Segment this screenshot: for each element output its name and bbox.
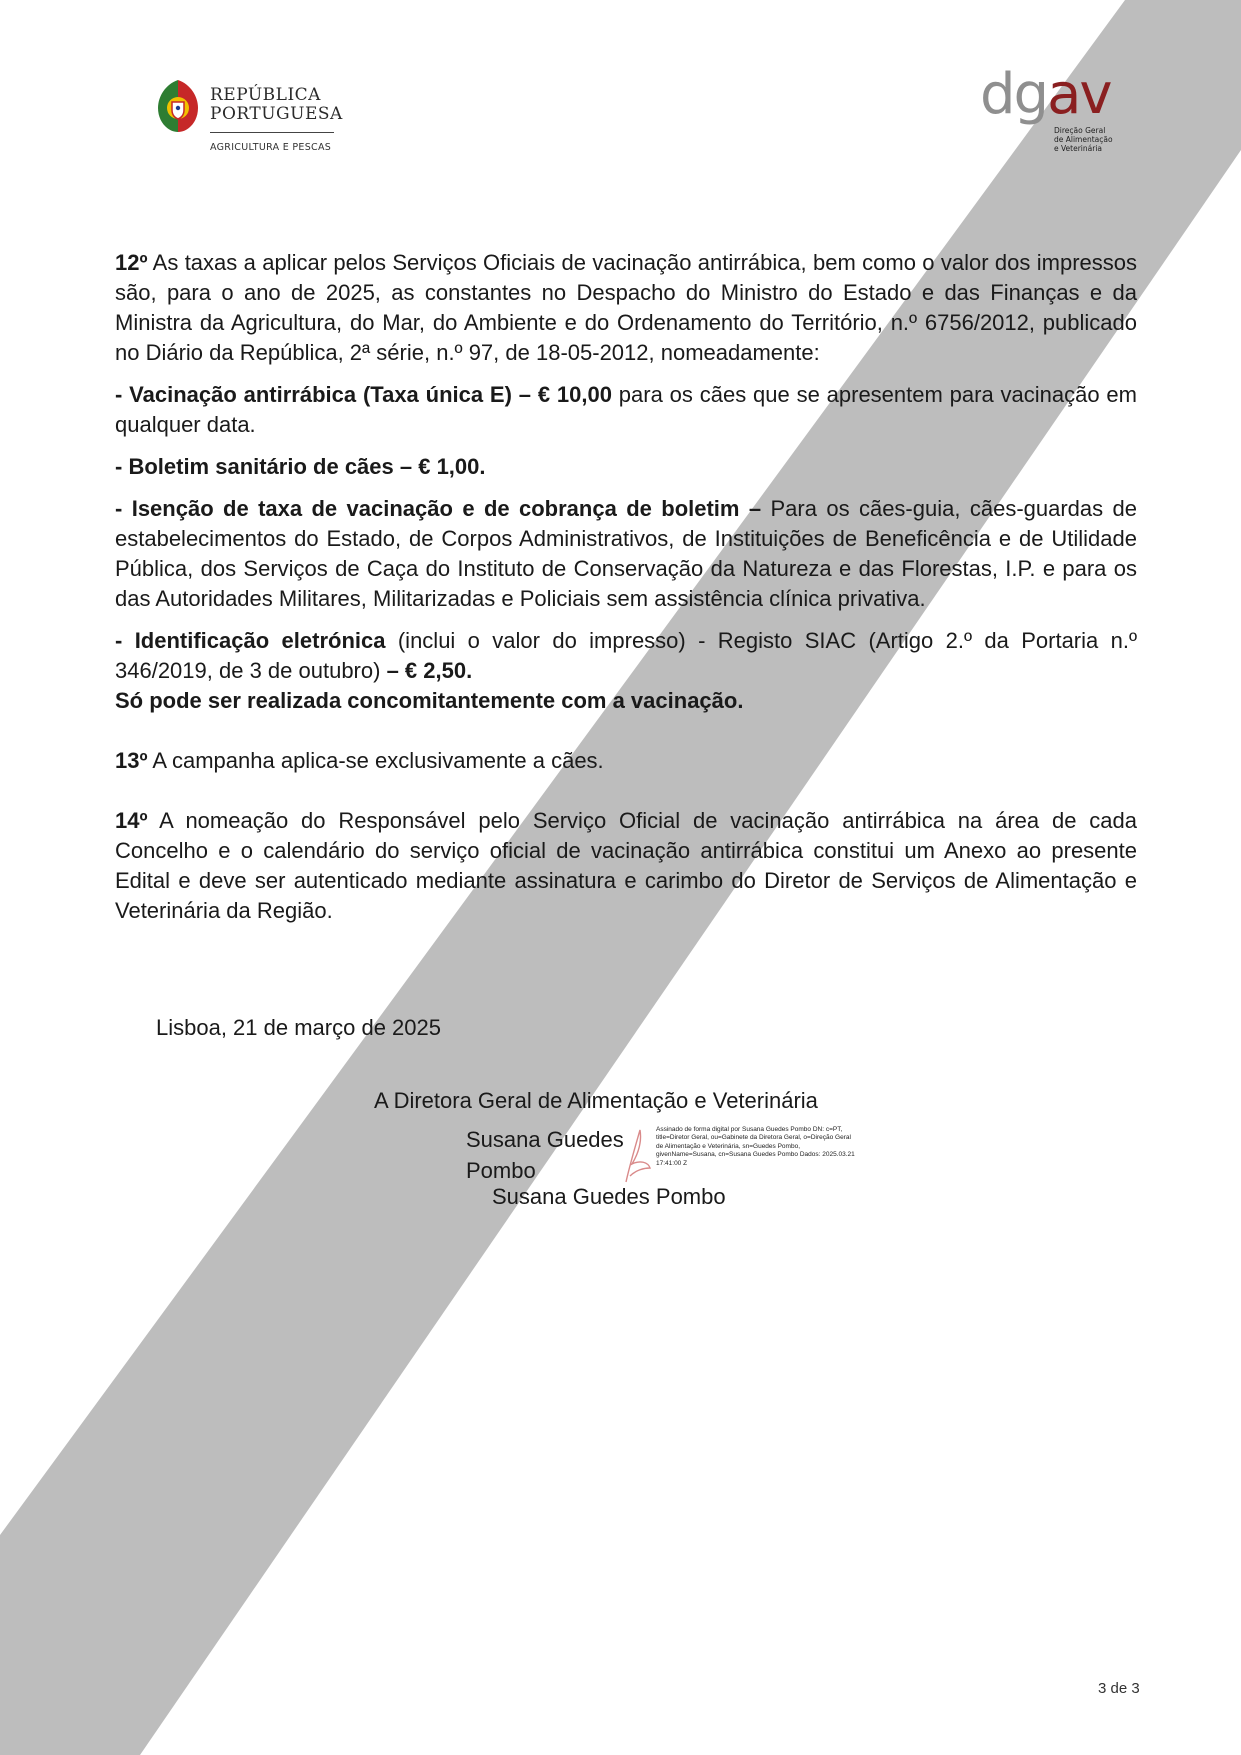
signature-details-date: Dados: 2025.03.21 17:41:00 Z xyxy=(656,1151,855,1167)
digital-signature-details xyxy=(656,1126,856,1168)
fee-label: - Boletim sanitário de cães – € 1,00. xyxy=(115,454,486,479)
dgav-sub-line2: de Alimentação xyxy=(1054,135,1113,144)
signature-name-line2: Pombo xyxy=(466,1158,536,1183)
signatory-title: A Diretora Geral de Alimentação e Veterinária xyxy=(374,1088,818,1113)
rp-divider xyxy=(210,132,334,133)
dgav-logo xyxy=(980,62,1130,176)
signature-details-line: Assinado de forma digital por Susana Guedes Pombo xyxy=(656,1126,812,1133)
paragraph-12 xyxy=(115,248,1137,368)
fee-label: - Isenção de taxa de vacinação e de cobrança de boletim – xyxy=(115,496,762,521)
signature-details-dn: DN: c=PT, title=Diretor Geral, ou=Gabinete da Diretora Geral, o=Direção Geral de Alimentação e Veterinária, sn=Guedes Pombo, givenName=Susana, cn=Susana Guedes Pombo xyxy=(656,1126,851,1159)
dgav-sub-line3: e Veterinária xyxy=(1054,144,1102,153)
place-date: Lisboa, 21 de março de 2025 xyxy=(156,1015,441,1040)
signatory-name: Susana Guedes Pombo xyxy=(492,1184,726,1209)
document-body xyxy=(115,248,1137,926)
fee-text: para os cães que se apresentem para vacinação em qualquer data. xyxy=(115,382,1137,437)
fee-text: (inclui o valor do impresso) - Registo SIAC (Artigo 2.º da Portaria n.º 346/2019, de 3 de outubro) xyxy=(115,628,1138,683)
paragraph-14 xyxy=(115,806,1137,926)
page-number: 3 de 3 xyxy=(1098,1680,1140,1697)
fee-note: Só pode ser realizada concomitantemente com a vacinação. xyxy=(115,688,744,713)
fee-identificacao xyxy=(115,626,1137,686)
fee-text: Para os cães-guia, cães-guardas de estabelecimentos do Estado, de Corpos Administrativos, de Instituições de Beneficência e de Utilidade Pública, dos Serviços de Caça do Instituto de Conservação da Natureza e das Florestas, I.P. e para os das Autoridades Militares, Militarizadas e Policiais sem assistência clínica privativa. xyxy=(115,496,1137,611)
rp-ministry: AGRICULTURA E PESCAS xyxy=(210,142,332,153)
fee-boletim xyxy=(115,452,1137,482)
rp-name-line1: REPÚBLICA xyxy=(210,85,321,105)
paragraph-number: 13º xyxy=(115,748,148,773)
fee-label: - Vacinação antirrábica (Taxa única E) – € 10,00 xyxy=(115,382,612,407)
paragraph-text: As taxas a aplicar pelos Serviços Oficiais de vacinação antirrábica, bem como o valor dos impressos são, para o ano de 2025, as constantes no Despacho do Ministro do Estado e das Finanças e da Ministra da Agricultura, do Mar, do Ambiente e do Ordenamento do Território, n.º 6756/2012, publicado no Diário da República, 2ª série, n.º 97, de 18-05-2012, nomeadamente: xyxy=(115,250,1137,365)
fee-isencao xyxy=(115,494,1137,614)
republica-portuguesa-logo xyxy=(156,76,396,166)
paragraph-text: A campanha aplica-se exclusivamente a cães. xyxy=(147,748,604,773)
paragraph-number: 14º xyxy=(115,808,148,833)
rp-name-line2: PORTUGUESA xyxy=(210,104,343,124)
fee-amount: – € 2,50. xyxy=(386,658,473,683)
paragraph-number: 12º xyxy=(115,250,148,275)
fee-label: - Identificação eletrónica xyxy=(115,628,386,653)
digital-signature-name xyxy=(466,1124,624,1186)
portugal-emblem-icon xyxy=(156,78,200,134)
dgav-sub-line1: Direção Geral xyxy=(1054,126,1106,135)
paragraph-13 xyxy=(115,746,1137,776)
paragraph-text: A nomeação do Responsável pelo Serviço Oficial de vacinação antirrábica na área de cada Concelho e o calendário do serviço oficial de vacinação antirrábica constitui um Anexo ao presente Edital e deve ser autenticado mediante assinatura e carimbo do Diretor de Serviços de Alimentação e Veterinária da Região. xyxy=(115,808,1137,923)
dgav-wordmark: dgav xyxy=(980,62,1111,127)
fee-vacinacao xyxy=(115,380,1137,440)
signature-name-line1: Susana Guedes xyxy=(466,1127,624,1152)
signature-mark-icon xyxy=(622,1124,654,1186)
